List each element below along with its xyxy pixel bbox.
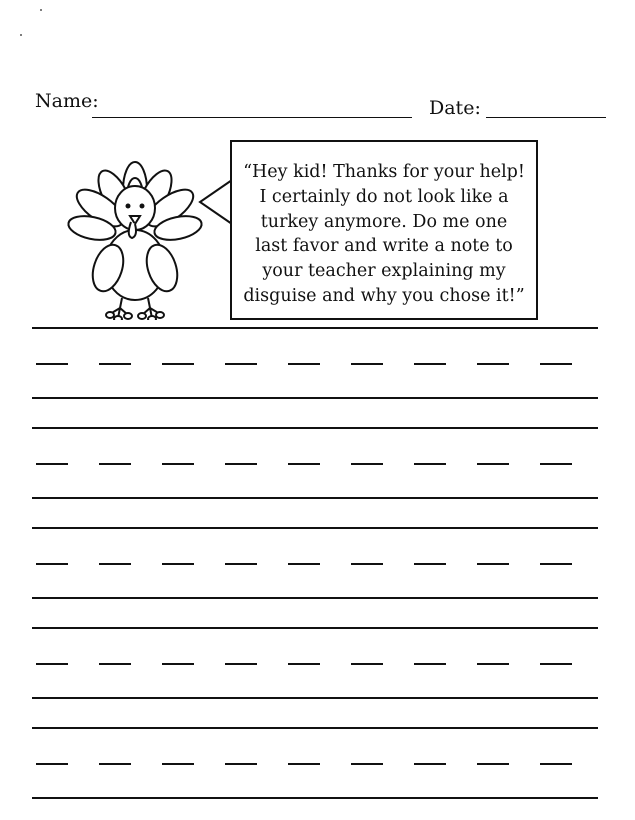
midline-dash (225, 463, 257, 465)
speech-bubble (230, 140, 538, 320)
writing-top-line (32, 627, 598, 629)
midline-dash (351, 463, 383, 465)
midline-dash (225, 363, 257, 365)
prompt-line: “Hey kid! Thanks for your help! (243, 162, 525, 182)
midline-dash (36, 463, 68, 465)
midline-dash (414, 363, 446, 365)
midline-dash (99, 763, 131, 765)
prompt-line: I certainly do not look like a (259, 186, 509, 207)
midline-dash (540, 563, 572, 565)
midline-dash (288, 363, 320, 365)
midline-dash (225, 663, 257, 665)
midline-dash (288, 763, 320, 765)
writing-top-line (32, 727, 598, 729)
midline-dash (36, 663, 68, 665)
prompt-line: turkey anymore. Do me one (260, 211, 508, 232)
name-field[interactable] (92, 117, 412, 118)
midline-dash (477, 763, 509, 765)
midline-dash (351, 563, 383, 565)
midline-dash (36, 763, 68, 765)
midline-dash (477, 563, 509, 565)
speech-bubble-tail (198, 178, 234, 230)
midline-dash (351, 763, 383, 765)
midline-dash (414, 763, 446, 765)
midline-dash (351, 663, 383, 665)
midline-dash (477, 663, 509, 665)
midline-dash (414, 663, 446, 665)
writing-midline (32, 663, 598, 666)
midline-dash (36, 363, 68, 365)
writing-top-line (32, 527, 598, 529)
writing-midline (32, 763, 598, 766)
midline-dash (288, 663, 320, 665)
writing-baseline (32, 697, 598, 699)
midline-dash (540, 363, 572, 365)
midline-dash (540, 463, 572, 465)
midline-dash (414, 563, 446, 565)
midline-dash (99, 363, 131, 365)
writing-top-line (32, 327, 598, 329)
midline-dash (162, 463, 194, 465)
writing-baseline (32, 797, 598, 799)
speck-mark (40, 9, 42, 11)
midline-dash (477, 363, 509, 365)
midline-dash (540, 663, 572, 665)
midline-dash (288, 563, 320, 565)
midline-dash (99, 663, 131, 665)
writing-baseline (32, 597, 598, 599)
writing-top-line (32, 427, 598, 429)
midline-dash (162, 363, 194, 365)
writing-midline (32, 363, 598, 366)
prompt-line: disguise and why you chose it!” (243, 285, 525, 306)
writing-midline (32, 563, 598, 566)
midline-dash (351, 363, 383, 365)
midline-dash (225, 563, 257, 565)
turkey-icon (60, 140, 210, 320)
name-label: Name: (35, 90, 99, 112)
prompt-line: your teacher explaining my (262, 261, 506, 282)
midline-dash (540, 763, 572, 765)
speck-mark (20, 34, 22, 36)
midline-dash (36, 563, 68, 565)
midline-dash (162, 763, 194, 765)
midline-dash (414, 463, 446, 465)
midline-dash (225, 763, 257, 765)
writing-midline (32, 463, 598, 466)
midline-dash (288, 463, 320, 465)
date-label: Date: (429, 97, 481, 119)
prompt-text (232, 160, 536, 309)
writing-baseline (32, 497, 598, 499)
midline-dash (162, 563, 194, 565)
writing-baseline (32, 397, 598, 399)
prompt-line: last favor and write a note to (255, 236, 513, 257)
midline-dash (99, 563, 131, 565)
midline-dash (99, 463, 131, 465)
midline-dash (162, 663, 194, 665)
midline-dash (477, 463, 509, 465)
date-field[interactable] (486, 117, 606, 118)
